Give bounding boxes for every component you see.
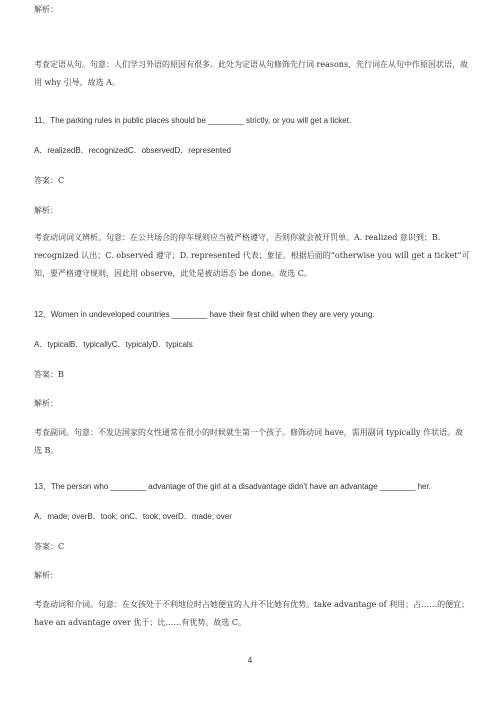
explanation-paragraph: 考查定语从句。句意：人们学习外语的原因有很多。此处为定语从句修饰先行词 reasons，先行词在从句中作原因状语，故用 why 引导。故选 A。	[34, 60, 469, 87]
question-13: 13、The person who ________ advantage of the girl at a disadvantage didn't have an advantage ________ her.	[34, 482, 431, 491]
question-11: 11、The parking rules in public places should be ________ strictly, or you will get a ticket.	[34, 116, 352, 125]
question-12: 12、Women in undeveloped countries ________ have their first child when they are very young.	[34, 310, 375, 319]
page-number: 4	[247, 656, 253, 665]
options-13: A．made; overB．took; onC．took; overD．made; over	[34, 512, 232, 521]
options-12: A．typicalB．typicallyC．typicalyD．typicals	[34, 340, 193, 349]
answer-12: 答案：B	[34, 370, 64, 379]
explanation-paragraph: 考查动词和介词。句意：在女孩处于不利地位时占她便宜的人并不比她有优势。take advantage of 利用；占……的便宜；have an advantage over 优于；比……有优势。故选 C。	[34, 600, 470, 627]
analysis-label: 解析：	[34, 571, 58, 580]
analysis-label: 解析：	[34, 206, 58, 215]
explanation-paragraph: 考查动词词义辨析。句意：在公共场合的停车规则应当被严格遵守，否则你就会被开罚单。A. realized 意识到；B. recognized 认出；C. observed 遵守；D. represented 代表；象征。根据后面的“otherwise you will get a ticket”可知，要严格遵守规则，因此用 observe，此处是被动语态 be done。故选 C。	[34, 233, 470, 278]
options-11: A．realizedB．recognizedC．observedD．represented	[34, 146, 231, 155]
explanation-paragraph: 考查副词。句意：不发达国家的女性通常在很小的时候就生第一个孩子。修饰动词 have，需用副词 typically 作状语。故选 B。	[34, 428, 464, 455]
answer-13: 答案：C	[34, 542, 65, 551]
analysis-label: 解析：	[34, 399, 58, 408]
analysis-label: 解析：	[34, 5, 58, 14]
answer-11: 答案：C	[34, 176, 65, 185]
